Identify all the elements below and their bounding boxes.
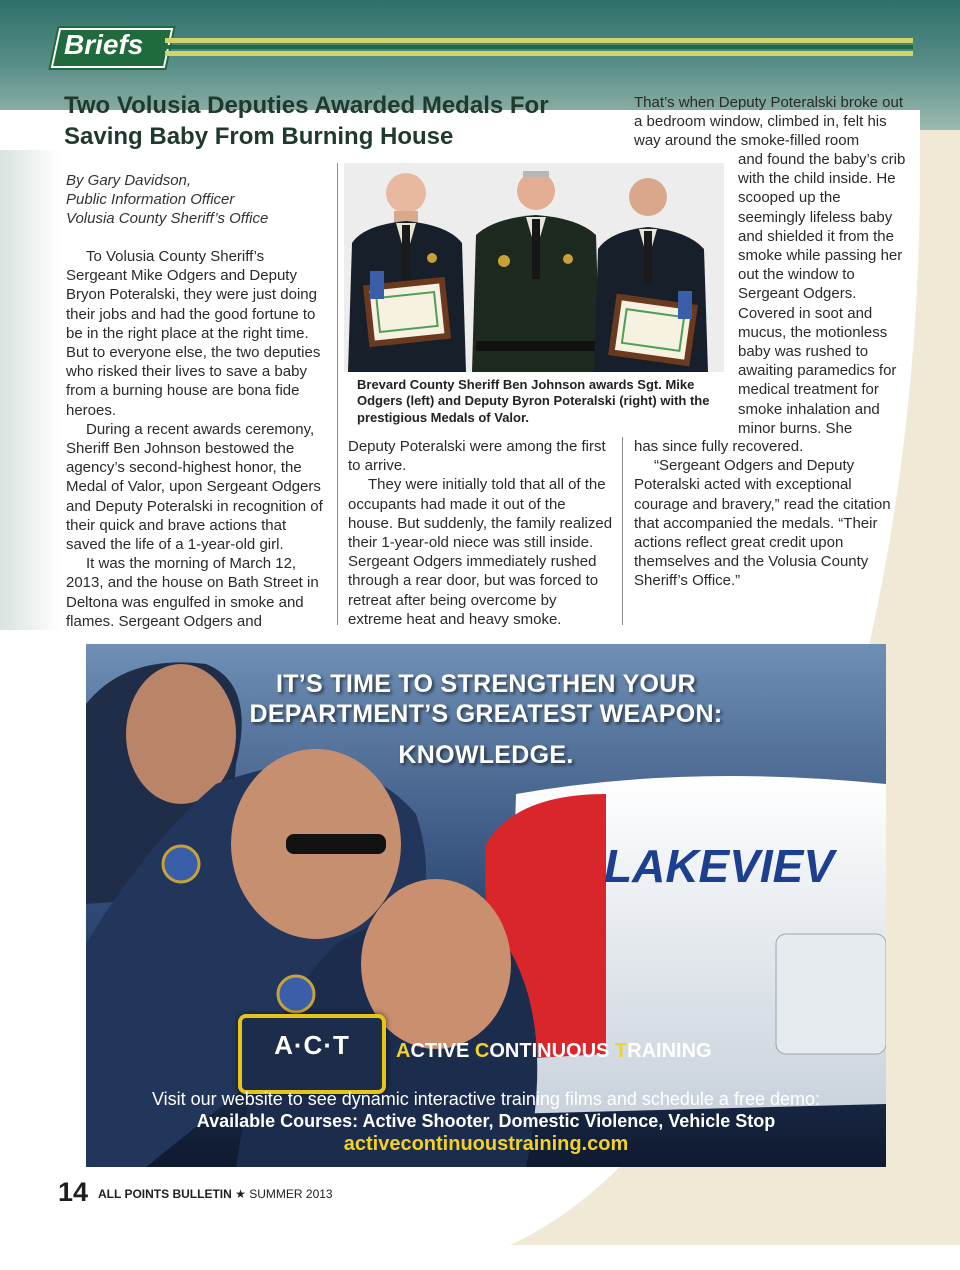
- paragraph: and found the baby’s crib with the child inside. He scooped up the seemingly lifeless baby and shielded it from the smoke while passing her out the window to Sergeant Odgers. Covered in soot and mucus, the motionless baby was rushed to awaiting paramedics for medical treatment for smoke inhalation and minor burns. She: [738, 151, 906, 437]
- paragraph: That’s when Deputy Poteralski broke out a bedroom window, climbed in, felt his way around the smoke-filled room: [634, 94, 904, 150]
- page-number: 14: [58, 1177, 89, 1207]
- paragraph: “Sergeant Odgers and Deputy Poteralski acted with exceptional courage and bravery,” read the citation that accompanied the medals. “Their actions reflect great credit upon themselves and the Volusia County Sheriff’s Office.”: [634, 457, 891, 590]
- photo-caption: Brevard County Sheriff Ben Johnson awards Sgt. Mike Odgers (left) and Deputy Byron Poteralski (right) with the prestigious Medals of Valor.: [357, 377, 710, 425]
- ad-tagline: ACTIVE CONTINUOUS TRAINING: [396, 1040, 712, 1062]
- article-column-3-top: [634, 93, 909, 151]
- column-divider: [337, 163, 338, 625]
- publication-line: [98, 1187, 333, 1201]
- act-logo-text: A·C·T: [274, 1030, 350, 1060]
- byline-org: Volusia County Sheriff’s Office: [66, 210, 269, 227]
- publication-name: ALL POINTS BULLETIN: [98, 1187, 232, 1201]
- article-column-2: [348, 437, 613, 629]
- section-label: Briefs: [64, 29, 144, 60]
- car-lettering: LAKEVIEV: [604, 840, 835, 892]
- ad-info-line: Visit our website to see dynamic interactive training films and schedule a free demo:: [151, 1089, 820, 1109]
- byline: [66, 171, 346, 228]
- issue-label: SUMMER 2013: [249, 1187, 333, 1201]
- advertisement[interactable]: [86, 644, 886, 1167]
- section-rule: [165, 38, 913, 56]
- byline-author: By Gary Davidson,: [66, 172, 192, 189]
- medal-plaque-right: [608, 291, 698, 366]
- paragraph: has since fully recovered.: [634, 438, 804, 455]
- paragraph: To Volusia County Sheriff’s Sergeant Mike Odgers and Deputy Bryon Poteralski, they were just doing their jobs and had the good fortune to be in the right place at the right time. But to everyone else, the two deputies who risked their lives to save a baby from a burning house are bona fide heroes.: [66, 248, 321, 419]
- act-logo: [238, 1014, 386, 1094]
- article-column-3-wrap: [738, 150, 909, 438]
- ad-courses-line: Available Courses: Active Shooter, Domestic Violence, Vehicle Stop: [196, 1111, 776, 1131]
- ad-headline-2: DEPARTMENT’S GREATEST WEAPON:: [249, 700, 723, 728]
- paragraph: Deputy Poteralski were among the first to arrive.: [348, 438, 606, 475]
- award-photo: [344, 163, 724, 372]
- paragraph: It was the morning of March 12, 2013, and the house on Bath Street in Deltona was engulfed in smoke and flames. Sergeant Odgers and: [66, 555, 319, 630]
- ad-headline-1: IT’S TIME TO STRENGTHEN YOUR: [275, 670, 696, 698]
- article-column-1: [66, 247, 328, 631]
- paragraph: During a recent awards ceremony, Sheriff Ben Johnson bestowed the agency’s second-highest honor, the Medal of Valor, upon Sergeant Odgers and Deputy Poteralski in recognition of their quick and brave actions that saved the life of a 1-year-old girl.: [66, 420, 323, 554]
- paragraph: They were initially told that all of the occupants had made it out of the house. But suddenly, the family realized their 1-year-old niece was still inside. Sergeant Odgers immediately rushed through a rear door, but was forced to retreat after being overcome by extreme heat and heavy smoke.: [348, 476, 613, 628]
- medal-plaque-left: [363, 271, 451, 347]
- left-shade: [0, 150, 60, 630]
- ad-website-link[interactable]: activecontinuoustraining.com: [343, 1133, 629, 1155]
- award-photo-illustration: [344, 163, 724, 372]
- ad-headline-3: KNOWLEDGE.: [398, 741, 574, 769]
- column-divider: [622, 437, 623, 625]
- article-headline: Two Volusia Deputies Awarded Medals For Saving Baby From Burning House: [64, 92, 549, 150]
- star-icon: ★: [235, 1187, 246, 1201]
- byline-title: Public Information Officer: [66, 191, 235, 208]
- article-column-3-bottom: [634, 437, 909, 591]
